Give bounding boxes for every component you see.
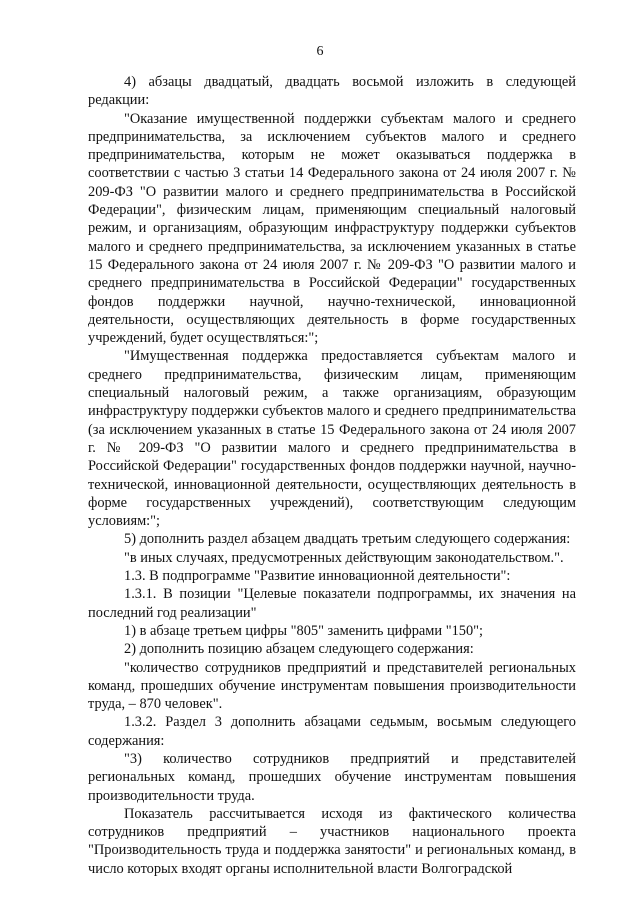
paragraph: Показатель рассчитывается исходя из фактического количества сотрудников предприятий – участников национального проекта "Производительность труда и поддержка занятости" и региональных команд, в число которых входят органы исполнительной власти Волгоградской	[88, 805, 576, 877]
paragraph: "Оказание имущественной поддержки субъектам малого и среднего предпринимательства, за исключением субъектов малого и среднего предпринимательства, которым не может оказываться поддержка в соответствии с частью 3 статьи 14 Федерального закона от 24 июля 2007 г. № 209-ФЗ "О развитии малого и среднего предпринимательства в Российской Федерации", физическим лицам, применяющим специальный налоговый режим, и организациям, образующим инфраструктуру поддержки субъектов малого и среднего предпринимательства, за исключением указанных в статье 15 Федерального закона от 24 июля 2007 г. № 209-ФЗ "О развитии малого и среднего предпринимательства в Российской Федерации" государственных фондов поддержки научной, научно-технической, инновационной деятельности, осуществляющих деятельность в форме государственных учреждений, будет осуществляться:";	[88, 110, 576, 347]
paragraph: 2) дополнить позицию абзацем следующего содержания:	[124, 641, 474, 658]
page-number: 6	[316, 44, 324, 59]
paragraph: "в иных случаях, предусмотренных действующим законодательством.".	[124, 549, 564, 566]
paragraph: 1) в абзаце третьем цифры "805" заменить цифрами "150";	[124, 622, 484, 639]
paragraph: "3) количество сотрудников предприятий и представителей региональных команд, прошедших обучение инструментам повышения производительности труда.	[88, 750, 576, 804]
paragraph: 5) дополнить раздел абзацем двадцать третьим следующего содержания:	[124, 531, 571, 548]
paragraph: "количество сотрудников предприятий и представителей региональных команд, прошедших обучение инструментам повышения производительности труда, – 870 человек".	[88, 659, 576, 713]
paragraph: 1.3. В подпрограмме "Развитие инновационной деятельности":	[124, 568, 511, 585]
paragraph: 1.3.1. В позиции "Целевые показатели подпрограммы, их значения на последний год реализации"	[88, 586, 576, 621]
document-body	[88, 73, 576, 878]
paragraph: 4) абзацы двадцатый, двадцать восьмой изложить в следующей редакции:	[88, 74, 576, 109]
paragraph: 1.3.2. Раздел 3 дополнить абзацами седьмым, восьмым следующего содержания:	[88, 714, 576, 749]
paragraph: "Имущественная поддержка предоставляется субъектам малого и среднего предпринимательства, физическим лицам, применяющим специальный налоговый режим, а также организациям, образующим инфраструктуру поддержки субъектов малого и среднего предпринимательства (за исключением указанных в статье 15 Федерального закона от 24 июля 2007 г. № 209-ФЗ "О развитии малого и среднего предпринимательства в Российской Федерации" государственных фондов поддержки научной, научно-технической, инновационной деятельности, осуществляющих деятельность в форме государственных учреждений), соответствующим следующим условиям:";	[88, 348, 576, 530]
